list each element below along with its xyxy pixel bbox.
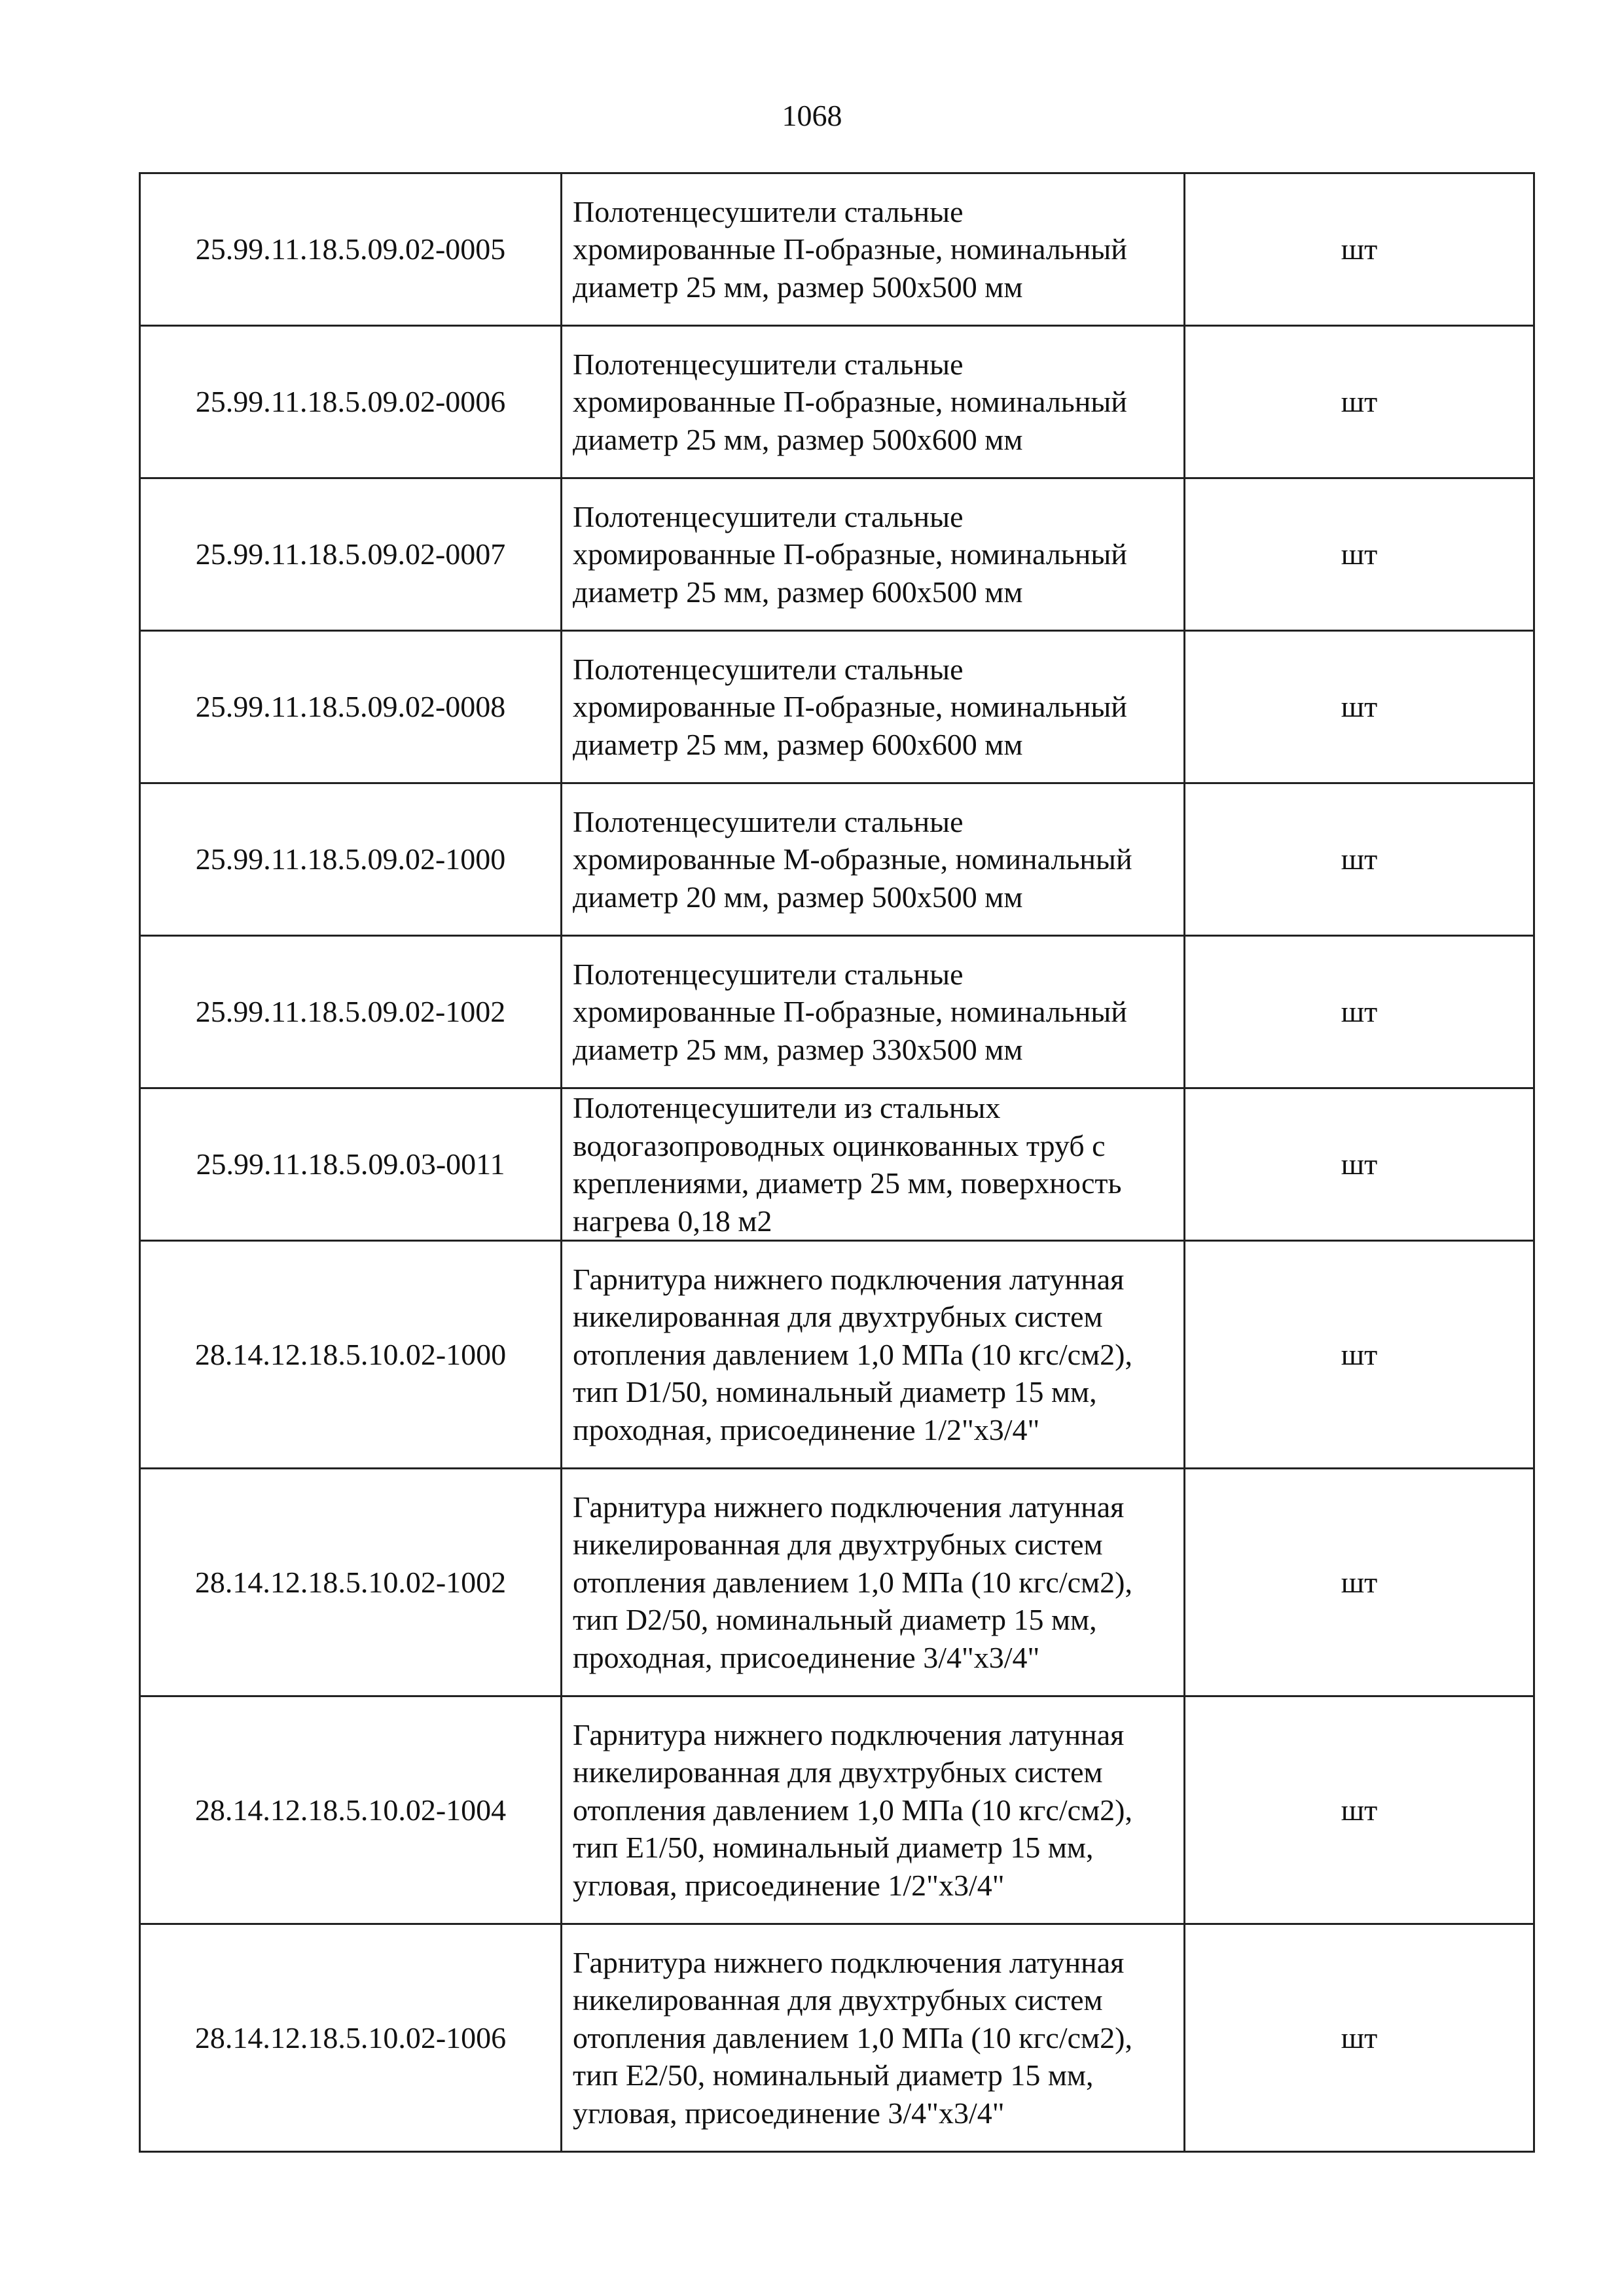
resource-table-body bbox=[140, 173, 1534, 2152]
resource-description-cell: Полотенцесушители стальные хромированные П-образные, номинальный диаметр 25 мм, размер 330х500 мм bbox=[562, 936, 1185, 1088]
resource-code-cell: 28.14.12.18.5.10.02-1004 bbox=[140, 1696, 562, 1924]
resource-code-cell: 25.99.11.18.5.09.02-0008 bbox=[140, 631, 562, 783]
table-row bbox=[140, 936, 1534, 1088]
unit-cell: шт bbox=[1185, 1924, 1534, 2152]
resource-description-cell: Полотенцесушители стальные хромированные П-образные, номинальный диаметр 25 мм, размер 600х600 мм bbox=[562, 631, 1185, 783]
resource-description-cell: Полотенцесушители стальные хромированные П-образные, номинальный диаметр 25 мм, размер 500х600 мм bbox=[562, 326, 1185, 478]
unit-cell: шт bbox=[1185, 631, 1534, 783]
table-row bbox=[140, 478, 1534, 631]
unit-cell: шт bbox=[1185, 1241, 1534, 1469]
page-number: 1068 bbox=[782, 99, 842, 132]
resource-description-cell: Полотенцесушители из стальных водогазопроводных оцинкованных труб с креплениями, диаметр 25 мм, поверхность нагрева 0,18 м2 bbox=[562, 1088, 1185, 1241]
unit-cell: шт bbox=[1185, 936, 1534, 1088]
resource-code-cell: 25.99.11.18.5.09.02-0007 bbox=[140, 478, 562, 631]
table-row bbox=[140, 1088, 1534, 1241]
unit-cell: шт bbox=[1185, 173, 1534, 326]
unit-cell: шт bbox=[1185, 1696, 1534, 1924]
resource-code-cell: 25.99.11.18.5.09.03-0011 bbox=[140, 1088, 562, 1241]
resource-description-cell: Полотенцесушители стальные хромированные П-образные, номинальный диаметр 25 мм, размер 500х500 мм bbox=[562, 173, 1185, 326]
table-row bbox=[140, 326, 1534, 478]
table-row bbox=[140, 1469, 1534, 1696]
resource-code-cell: 28.14.12.18.5.10.02-1006 bbox=[140, 1924, 562, 2152]
resource-code-cell: 25.99.11.18.5.09.02-1000 bbox=[140, 783, 562, 936]
resource-description-cell: Гарнитура нижнего подключения латунная никелированная для двухтрубных систем отопления давлением 1,0 МПа (10 кгс/см2), тип D2/50, номинальный диаметр 15 мм, проходная, присоединение 3/4"х3/4" bbox=[562, 1469, 1185, 1696]
resource-description-cell: Гарнитура нижнего подключения латунная никелированная для двухтрубных систем отопления давлением 1,0 МПа (10 кгс/см2), тип E2/50, номинальный диаметр 15 мм, угловая, присоединение 3/4"х3/4" bbox=[562, 1924, 1185, 2152]
table-row bbox=[140, 1696, 1534, 1924]
resource-code-cell: 25.99.11.18.5.09.02-0005 bbox=[140, 173, 562, 326]
resource-table bbox=[139, 172, 1535, 2153]
unit-cell: шт bbox=[1185, 326, 1534, 478]
resource-code-cell: 28.14.12.18.5.10.02-1002 bbox=[140, 1469, 562, 1696]
unit-cell: шт bbox=[1185, 478, 1534, 631]
unit-cell: шт bbox=[1185, 1469, 1534, 1696]
resource-description-cell: Полотенцесушители стальные хромированные М-образные, номинальный диаметр 20 мм, размер 500х500 мм bbox=[562, 783, 1185, 936]
unit-cell: шт bbox=[1185, 783, 1534, 936]
resource-description-cell: Гарнитура нижнего подключения латунная никелированная для двухтрубных систем отопления давлением 1,0 МПа (10 кгс/см2), тип D1/50, номинальный диаметр 15 мм, проходная, присоединение 1/2"х3/4" bbox=[562, 1241, 1185, 1469]
resource-code-cell: 25.99.11.18.5.09.02-1002 bbox=[140, 936, 562, 1088]
table-row bbox=[140, 1924, 1534, 2152]
unit-cell: шт bbox=[1185, 1088, 1534, 1241]
table-row bbox=[140, 173, 1534, 326]
resource-code-cell: 28.14.12.18.5.10.02-1000 bbox=[140, 1241, 562, 1469]
table-row bbox=[140, 631, 1534, 783]
resource-code-cell: 25.99.11.18.5.09.02-0006 bbox=[140, 326, 562, 478]
table-row bbox=[140, 783, 1534, 936]
resource-description-cell: Полотенцесушители стальные хромированные П-образные, номинальный диаметр 25 мм, размер 600х500 мм bbox=[562, 478, 1185, 631]
resource-description-cell: Гарнитура нижнего подключения латунная никелированная для двухтрубных систем отопления давлением 1,0 МПа (10 кгс/см2), тип E1/50, номинальный диаметр 15 мм, угловая, присоединение 1/2"х3/4" bbox=[562, 1696, 1185, 1924]
table-row bbox=[140, 1241, 1534, 1469]
